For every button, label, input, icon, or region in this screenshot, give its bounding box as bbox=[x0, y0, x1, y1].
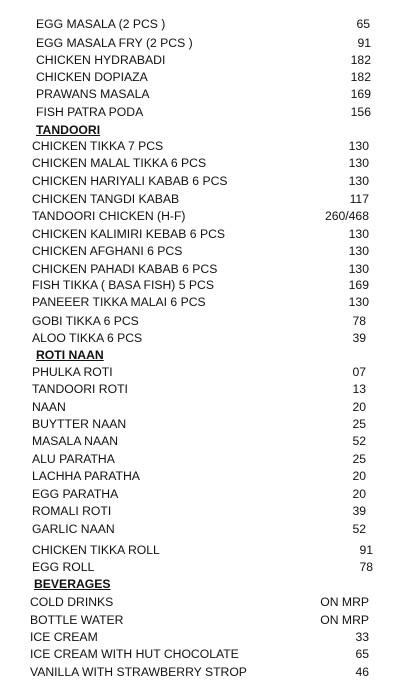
item-price: 130 bbox=[348, 244, 369, 258]
menu-item bbox=[36, 16, 405, 33]
item-price: 169 bbox=[350, 87, 371, 101]
menu-item bbox=[32, 330, 405, 347]
menu-item bbox=[36, 69, 405, 86]
menu-item bbox=[32, 243, 405, 260]
item-name: TANDOORI CHICKEN (H-F) bbox=[32, 209, 186, 223]
menu-item bbox=[32, 261, 405, 278]
item-name: EGG MASALA (2 PCS ) bbox=[36, 17, 166, 31]
item-name: PRAWANS MASALA bbox=[36, 87, 150, 101]
item-name: CHICKEN KALIMIRI KEBAB 6 PCS bbox=[32, 227, 226, 241]
item-name: CHICKEN DOPIAZA bbox=[36, 70, 148, 84]
menu-item bbox=[32, 226, 405, 243]
item-name: CHICKEN HARIYALI KABAB 6 PCS bbox=[32, 174, 228, 188]
item-price: 78 bbox=[359, 560, 373, 574]
item-name: BOTTLE WATER bbox=[30, 613, 124, 627]
item-name: CHICKEN HYDRABADI bbox=[36, 53, 166, 67]
item-name: EGG ROLL bbox=[32, 560, 95, 574]
item-name: ICE CREAM WITH HUT CHOCOLATE bbox=[30, 647, 239, 661]
item-price: 65 bbox=[355, 647, 369, 661]
item-name: CHICKEN MALAL TIKKA 6 PCS bbox=[32, 156, 207, 170]
item-name: GARLIC NAAN bbox=[32, 522, 115, 536]
item-price: 91 bbox=[359, 543, 373, 557]
section-title: ROTI NAAN bbox=[36, 348, 104, 362]
item-name: CHICKEN PAHADI KABAB 6 PCS bbox=[32, 262, 218, 276]
menu-item bbox=[30, 664, 405, 681]
item-name: GOBI TIKKA 6 PCS bbox=[32, 314, 139, 328]
item-name: CHICKEN TIKKA ROLL bbox=[32, 543, 160, 557]
item-name: FISH TIKKA ( BASA FISH) 5 PCS bbox=[32, 278, 214, 292]
item-name: MASALA NAAN bbox=[32, 434, 119, 448]
item-price: 25 bbox=[352, 417, 366, 431]
menu-item bbox=[32, 277, 405, 294]
menu-item bbox=[36, 52, 405, 69]
menu-item bbox=[32, 399, 405, 416]
item-price: 117 bbox=[349, 192, 369, 206]
menu-item bbox=[32, 521, 405, 538]
section-title: BEVERAGES bbox=[34, 577, 111, 591]
menu-item bbox=[30, 646, 405, 663]
item-name: NAAN bbox=[32, 400, 66, 414]
section-title: TANDOORI bbox=[36, 123, 101, 137]
item-name: COLD DRINKS bbox=[30, 595, 114, 609]
item-price: 39 bbox=[352, 331, 366, 345]
item-name: BUYTTER NAAN bbox=[32, 417, 127, 431]
item-price: 20 bbox=[352, 469, 366, 483]
item-name: CHICKEN AFGHANI 6 PCS bbox=[32, 244, 183, 258]
item-price: 260/468 bbox=[324, 209, 369, 223]
item-name: ALU PARATHA bbox=[32, 452, 115, 466]
menu-item bbox=[32, 416, 405, 433]
menu-item bbox=[32, 468, 405, 485]
menu-item bbox=[36, 104, 405, 121]
item-price: ON MRP bbox=[320, 613, 369, 627]
menu-item bbox=[32, 294, 405, 311]
menu-item bbox=[32, 503, 405, 520]
item-name: ROMALI ROTI bbox=[32, 504, 112, 518]
item-price: 33 bbox=[355, 630, 369, 644]
item-price: 130 bbox=[348, 227, 369, 241]
menu-item bbox=[32, 138, 405, 155]
menu-item bbox=[32, 364, 405, 381]
item-price: 130 bbox=[348, 174, 369, 188]
item-price: 39 bbox=[352, 504, 366, 518]
menu-item bbox=[32, 173, 405, 190]
item-name: ALOO TIKKA 6 PCS bbox=[32, 331, 143, 345]
item-name: ICE CREAM bbox=[30, 630, 98, 644]
item-name: FISH PATRA PODA bbox=[36, 105, 144, 119]
item-price: 91 bbox=[357, 36, 371, 50]
menu-item bbox=[32, 208, 405, 225]
menu-item bbox=[32, 542, 405, 559]
item-name: LACHHA PARATHA bbox=[32, 469, 140, 483]
menu-item bbox=[30, 612, 405, 629]
item-price: 169 bbox=[348, 278, 369, 292]
menu-item bbox=[36, 86, 405, 103]
menu-item bbox=[32, 381, 405, 398]
item-name: VANILLA WITH STRAWBERRY STROP bbox=[30, 665, 247, 679]
menu-item bbox=[32, 451, 405, 468]
item-price: ON MRP bbox=[320, 595, 369, 609]
menu-item bbox=[32, 313, 405, 330]
item-price: 182 bbox=[350, 53, 371, 67]
item-name: CHICKEN TIKKA 7 PCS bbox=[32, 139, 164, 153]
menu-item bbox=[32, 433, 405, 450]
item-price: 130 bbox=[348, 262, 369, 276]
item-price: 130 bbox=[348, 295, 369, 309]
item-price: 52 bbox=[352, 522, 366, 536]
item-name: CHICKEN TANGDI KABAB bbox=[32, 192, 180, 206]
menu-item bbox=[36, 35, 405, 52]
menu-item bbox=[32, 191, 405, 208]
item-price: 182 bbox=[350, 70, 371, 84]
item-price: 65 bbox=[356, 17, 370, 31]
item-price: 52 bbox=[352, 434, 366, 448]
item-price: 46 bbox=[355, 665, 369, 679]
item-price: 78 bbox=[352, 314, 366, 328]
menu-item bbox=[32, 155, 405, 172]
item-name: PANEEER TIKKA MALAI 6 PCS bbox=[32, 295, 206, 309]
item-name: PHULKA ROTI bbox=[32, 365, 113, 379]
menu-item bbox=[30, 594, 405, 611]
item-price: 130 bbox=[348, 156, 369, 170]
item-price: 20 bbox=[352, 400, 366, 414]
item-price: 13 bbox=[352, 382, 366, 396]
item-price: 25 bbox=[352, 452, 366, 466]
menu-item bbox=[32, 559, 405, 576]
item-price: 20 bbox=[352, 487, 366, 501]
item-price: 156 bbox=[350, 105, 371, 119]
item-name: EGG MASALA FRY (2 PCS ) bbox=[36, 36, 193, 50]
menu-item bbox=[32, 486, 405, 503]
item-price: 130 bbox=[348, 139, 369, 153]
menu-item bbox=[30, 629, 405, 646]
item-name: EGG PARATHA bbox=[32, 487, 119, 501]
item-name: TANDOORI ROTI bbox=[32, 382, 128, 396]
item-price: 07 bbox=[352, 365, 366, 379]
